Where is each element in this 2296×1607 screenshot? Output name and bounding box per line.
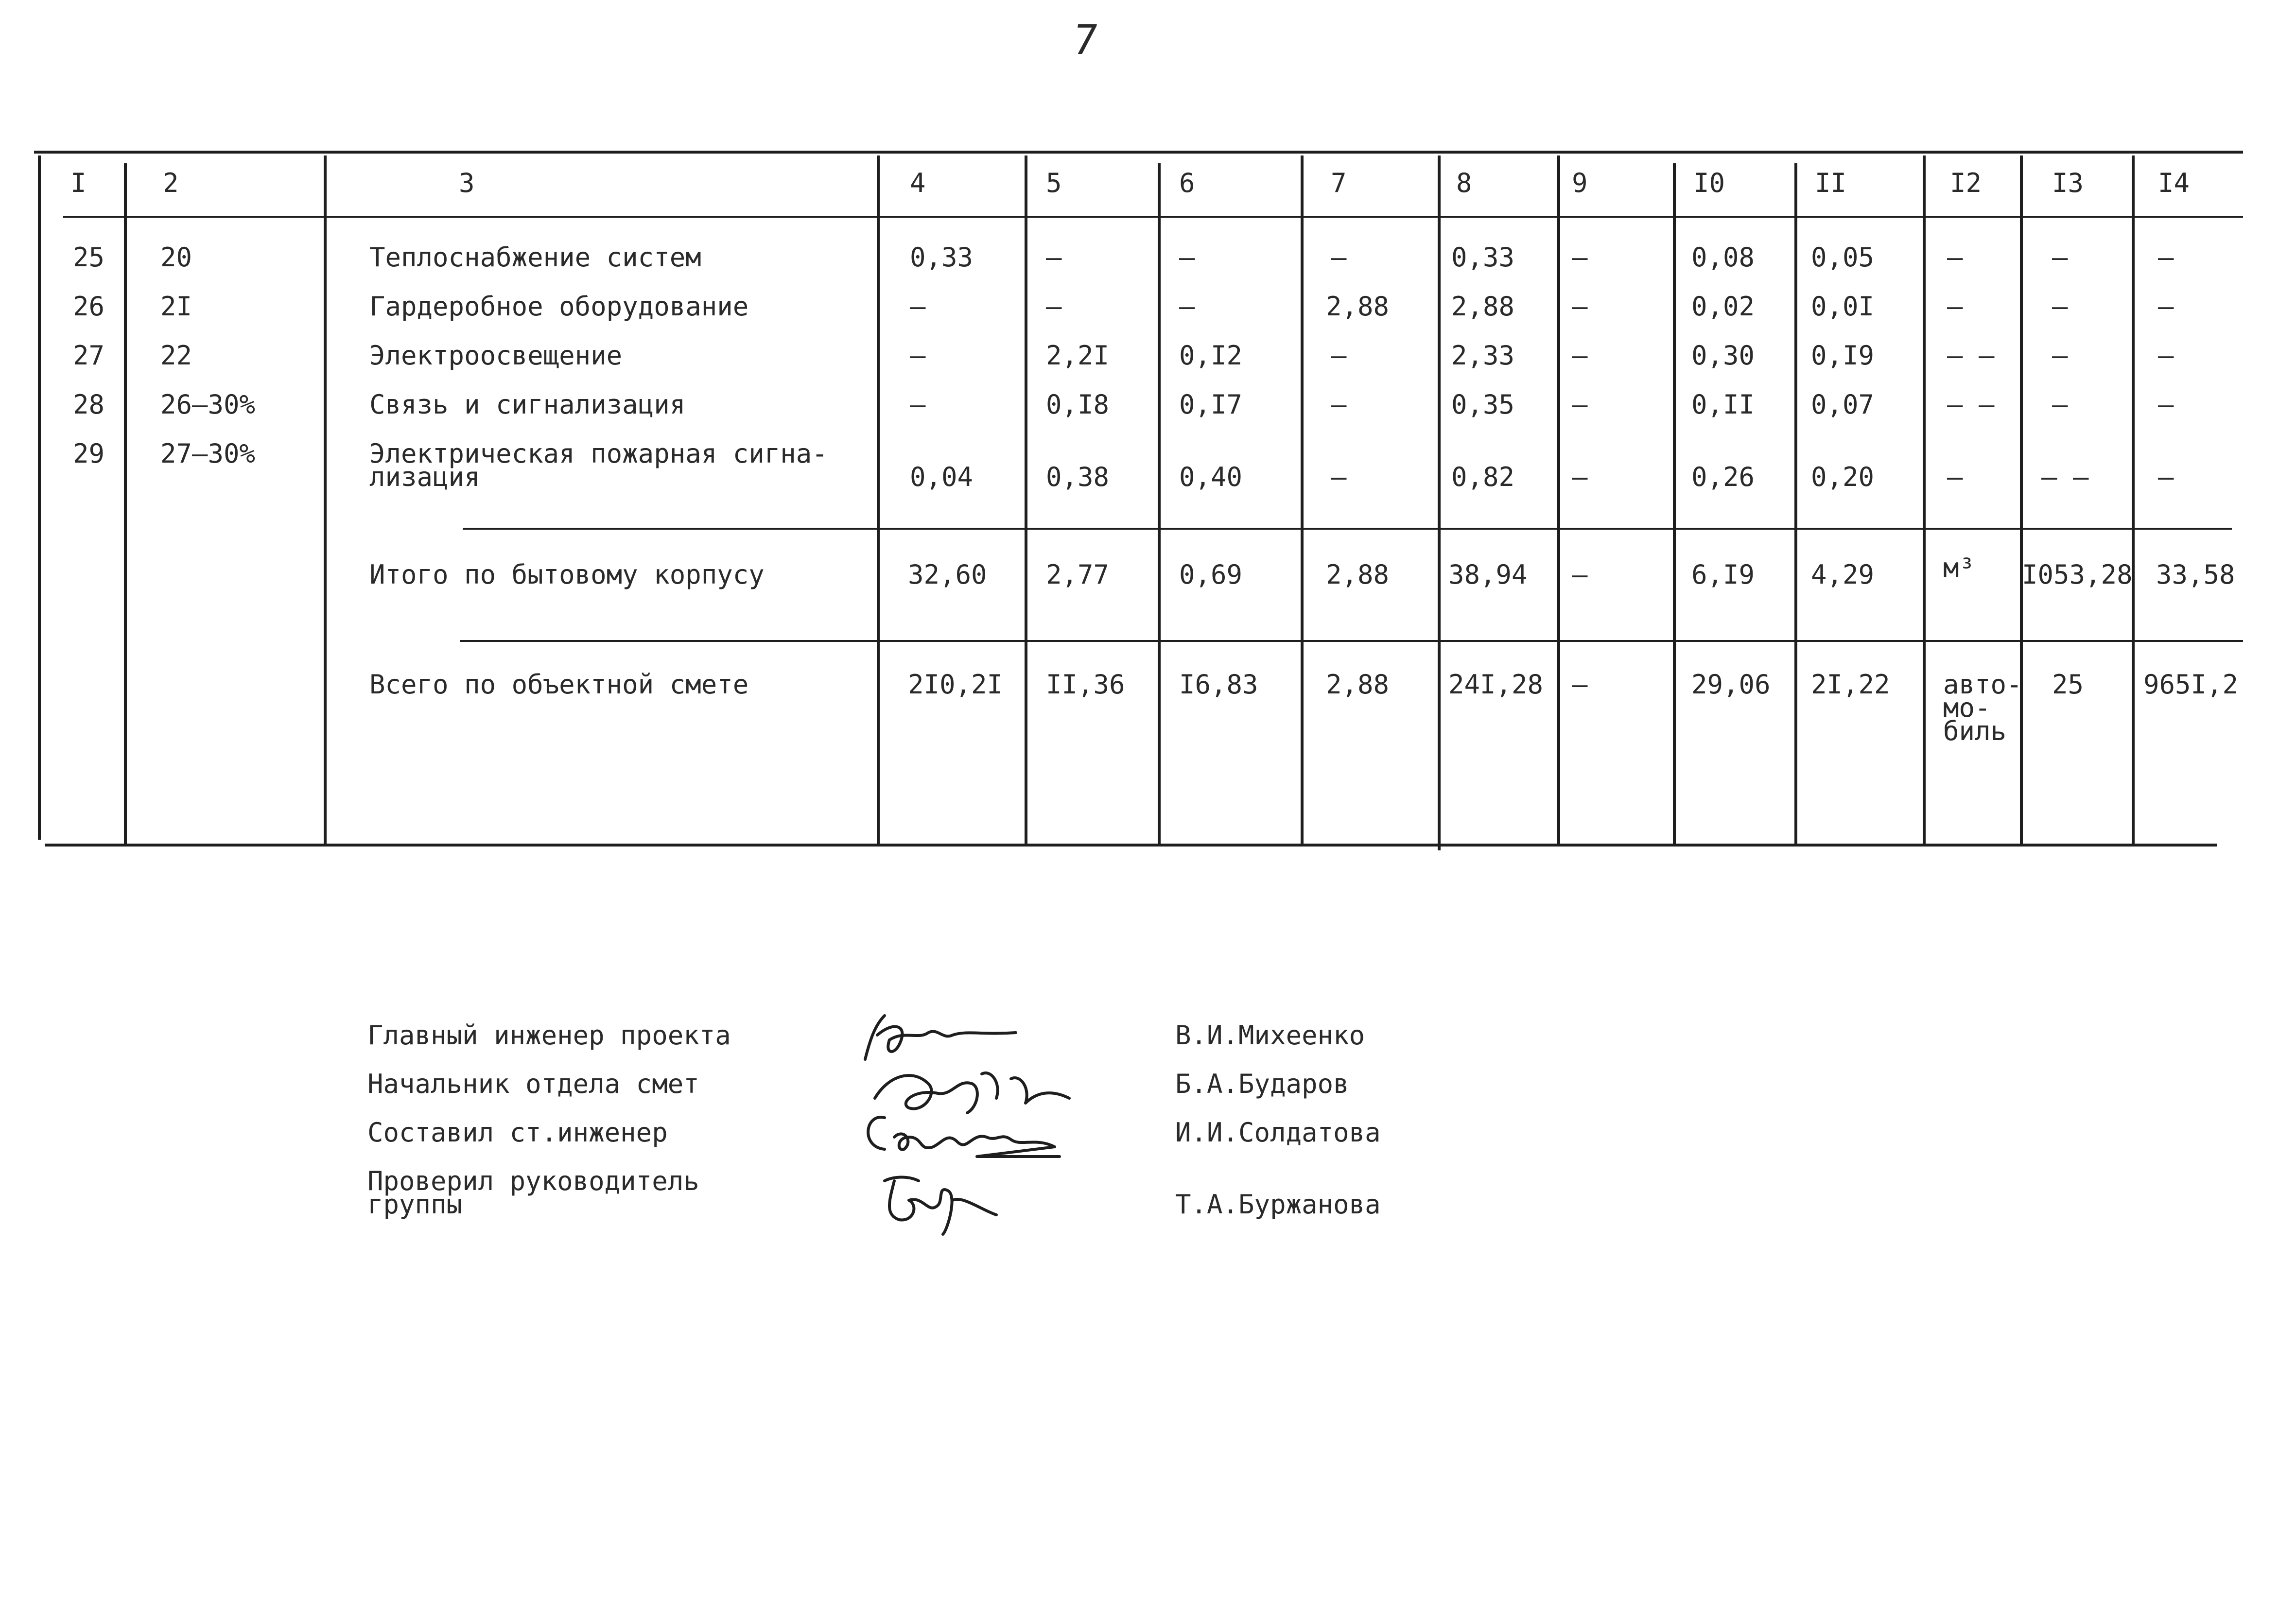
cell-col-10: 0,26 xyxy=(1691,462,1755,492)
cell-col-12-line-2: мо- xyxy=(1943,692,1991,723)
cell-col-14: – xyxy=(2158,389,2174,420)
cell-col-12: – xyxy=(1947,462,1963,492)
row-number: 25 xyxy=(73,242,105,273)
cell-col-9: – xyxy=(1572,340,1588,371)
col-divider-11-12 xyxy=(1923,156,1926,844)
header-col-6: 6 xyxy=(1179,168,1195,198)
header-bottom-rule xyxy=(63,216,2243,218)
cell-col-12: – – xyxy=(1947,340,1995,371)
signature-soldatova-image xyxy=(851,1103,1074,1166)
cell-col-9: – xyxy=(1572,559,1588,590)
cell-col-5: – xyxy=(1046,242,1062,273)
table-top-border xyxy=(34,151,2243,154)
total-top-rule xyxy=(460,640,2243,642)
subtotal-top-rule xyxy=(463,528,2232,530)
signer-role: Составил ст.инженер xyxy=(367,1117,668,1148)
header-col-8: 8 xyxy=(1456,168,1472,198)
cell-col-9: – xyxy=(1572,462,1588,492)
header-col-3: 3 xyxy=(459,168,475,198)
cell-col-9: – xyxy=(1572,669,1588,700)
col-divider-3-4 xyxy=(877,156,880,844)
cell-col-4: – xyxy=(910,340,926,371)
subtotal-label: Итого по бытовому корпусу xyxy=(369,559,765,590)
cell-col-8: 0,35 xyxy=(1451,389,1515,420)
item-description-line-1: Электрическая пожарная сигна- xyxy=(369,438,828,469)
table-bottom-border xyxy=(45,844,2217,847)
cell-col-8: 24I,28 xyxy=(1448,669,1544,700)
cell-col-5: 2,77 xyxy=(1046,559,1110,590)
cell-col-13: – xyxy=(2052,389,2068,420)
cell-col-13: – xyxy=(2052,242,2068,273)
signer-name: Т.А.Буржанова xyxy=(1175,1189,1381,1220)
cell-col-11: 2I,22 xyxy=(1811,669,1890,700)
cell-col-14: – xyxy=(2158,340,2174,371)
col-divider-1-2 xyxy=(124,163,127,844)
cell-col-6: – xyxy=(1179,242,1195,273)
cell-col-11: 4,29 xyxy=(1811,559,1875,590)
row-number: 26 xyxy=(73,291,105,322)
header-col-12: I2 xyxy=(1950,168,1982,198)
cell-col-4: 0,04 xyxy=(910,462,974,492)
cell-col-12: – xyxy=(1947,242,1963,273)
cell-col-13: I053,28 xyxy=(2022,559,2133,590)
cell-col-8: 2,33 xyxy=(1451,340,1515,371)
cell-col-9: – xyxy=(1572,389,1588,420)
header-col-10: I0 xyxy=(1693,168,1725,198)
cell-col-8: 2,88 xyxy=(1451,291,1515,322)
header-col-2: 2 xyxy=(163,168,179,198)
cell-col-10: 29,06 xyxy=(1691,669,1771,700)
cell-col-4: 2I0,2I xyxy=(908,669,1003,700)
header-col-13: I3 xyxy=(2052,168,2084,198)
signer-name: В.И.Михеенко xyxy=(1175,1020,1365,1051)
cell-col-11: 0,07 xyxy=(1811,389,1875,420)
cell-col-10: 0,30 xyxy=(1691,340,1755,371)
reference-number: 2I xyxy=(160,291,192,322)
cell-col-13: – – xyxy=(2041,462,2089,492)
cell-col-14: – xyxy=(2158,291,2174,322)
signer-role-line-2: группы xyxy=(367,1189,463,1220)
cell-col-7: 2,88 xyxy=(1326,559,1390,590)
header-col-5: 5 xyxy=(1046,168,1062,198)
cell-col-10: 0,II xyxy=(1691,389,1755,420)
table-left-border xyxy=(38,156,41,840)
header-col-4: 4 xyxy=(910,168,926,198)
cell-col-7: – xyxy=(1331,462,1347,492)
header-col-14: I4 xyxy=(2158,168,2190,198)
item-description: Теплоснабжение систем xyxy=(369,242,701,273)
reference-number: 26–30% xyxy=(160,389,256,420)
cell-col-14: – xyxy=(2158,462,2174,492)
cell-col-14: 33,58 xyxy=(2156,559,2235,590)
cell-col-10: 6,I9 xyxy=(1691,559,1755,590)
signer-role: Начальник отдела смет xyxy=(367,1069,699,1099)
row-number: 27 xyxy=(73,340,105,371)
row-number: 28 xyxy=(73,389,105,420)
cell-col-5: 2,2I xyxy=(1046,340,1110,371)
cell-col-11: 0,I9 xyxy=(1811,340,1875,371)
col-divider-7-8 xyxy=(1438,156,1441,850)
cell-col-8: 0,33 xyxy=(1451,242,1515,273)
signer-name: И.И.Солдатова xyxy=(1175,1117,1381,1148)
cell-col-12-line-3: биль xyxy=(1943,716,2007,746)
cell-col-12: – – xyxy=(1947,389,1995,420)
signature-burzhanova-image xyxy=(865,1166,1011,1239)
col-divider-10-11 xyxy=(1794,163,1797,844)
cell-col-11: 0,0I xyxy=(1811,291,1875,322)
item-description: Гардеробное оборудование xyxy=(369,291,749,322)
header-col-1: I xyxy=(70,168,87,198)
signer-role: Главный инженер проекта xyxy=(367,1020,731,1051)
cell-col-6: 0,40 xyxy=(1179,462,1243,492)
reference-number: 22 xyxy=(160,340,192,371)
cell-col-5: 0,I8 xyxy=(1046,389,1110,420)
cell-col-7: 2,88 xyxy=(1326,669,1390,700)
cell-col-13: 25 xyxy=(2052,669,2084,700)
cell-col-9: – xyxy=(1572,291,1588,322)
total-label: Всего по объектной смете xyxy=(369,669,749,700)
cell-col-4: 32,60 xyxy=(908,559,987,590)
cell-col-10: 0,08 xyxy=(1691,242,1755,273)
cell-col-14: 965I,2 xyxy=(2143,669,2239,700)
reference-number: 27–30% xyxy=(160,438,256,469)
item-description: Связь и сигнализация xyxy=(369,389,686,420)
cell-col-5: – xyxy=(1046,291,1062,322)
cell-col-10: 0,02 xyxy=(1691,291,1755,322)
cell-col-5: II,36 xyxy=(1046,669,1125,700)
cell-col-14: – xyxy=(2158,242,2174,273)
cell-col-12: – xyxy=(1947,291,1963,322)
cell-col-8: 0,82 xyxy=(1451,462,1515,492)
cell-col-7: – xyxy=(1331,242,1347,273)
cell-col-9: – xyxy=(1572,242,1588,273)
signer-name: Б.А.Бударов xyxy=(1175,1069,1349,1099)
cell-col-4: 0,33 xyxy=(910,242,974,273)
col-divider-12-13 xyxy=(2020,156,2023,844)
cell-col-13: – xyxy=(2052,340,2068,371)
cell-col-6: 0,69 xyxy=(1179,559,1243,590)
col-divider-2-3 xyxy=(324,156,327,844)
header-col-7: 7 xyxy=(1331,168,1347,198)
col-divider-4-5 xyxy=(1025,156,1027,844)
cell-col-4: – xyxy=(910,291,926,322)
cell-col-6: I6,83 xyxy=(1179,669,1258,700)
cell-col-12-line-1: авто- xyxy=(1943,669,2022,700)
row-number: 29 xyxy=(73,438,105,469)
col-divider-9-10 xyxy=(1673,163,1676,844)
cell-col-7: 2,88 xyxy=(1326,291,1390,322)
col-divider-8-9 xyxy=(1557,156,1560,844)
cell-col-7: – xyxy=(1331,340,1347,371)
cell-col-4: – xyxy=(910,389,926,420)
cell-col-11: 0,05 xyxy=(1811,242,1875,273)
col-divider-13-14 xyxy=(2132,156,2135,844)
item-description-line-2: лизация xyxy=(369,462,480,492)
cell-col-11: 0,20 xyxy=(1811,462,1875,492)
cell-col-8: 38,94 xyxy=(1448,559,1528,590)
item-description: Электроосвещение xyxy=(369,340,623,371)
cell-col-6: 0,I2 xyxy=(1179,340,1243,371)
cell-col-5: 0,38 xyxy=(1046,462,1110,492)
header-col-11: II xyxy=(1815,168,1847,198)
reference-number: 20 xyxy=(160,242,192,273)
signer-role-line-1: Проверил руководитель xyxy=(367,1166,699,1196)
cell-col-6: 0,I7 xyxy=(1179,389,1243,420)
page-number: 7 xyxy=(1070,16,1101,64)
cell-col-7: – xyxy=(1331,389,1347,420)
header-col-9: 9 xyxy=(1572,168,1588,198)
cell-col-6: – xyxy=(1179,291,1195,322)
cell-col-12: м³ xyxy=(1943,553,1975,583)
cell-col-13: – xyxy=(2052,291,2068,322)
col-divider-6-7 xyxy=(1301,156,1304,844)
col-divider-5-6 xyxy=(1158,163,1161,844)
